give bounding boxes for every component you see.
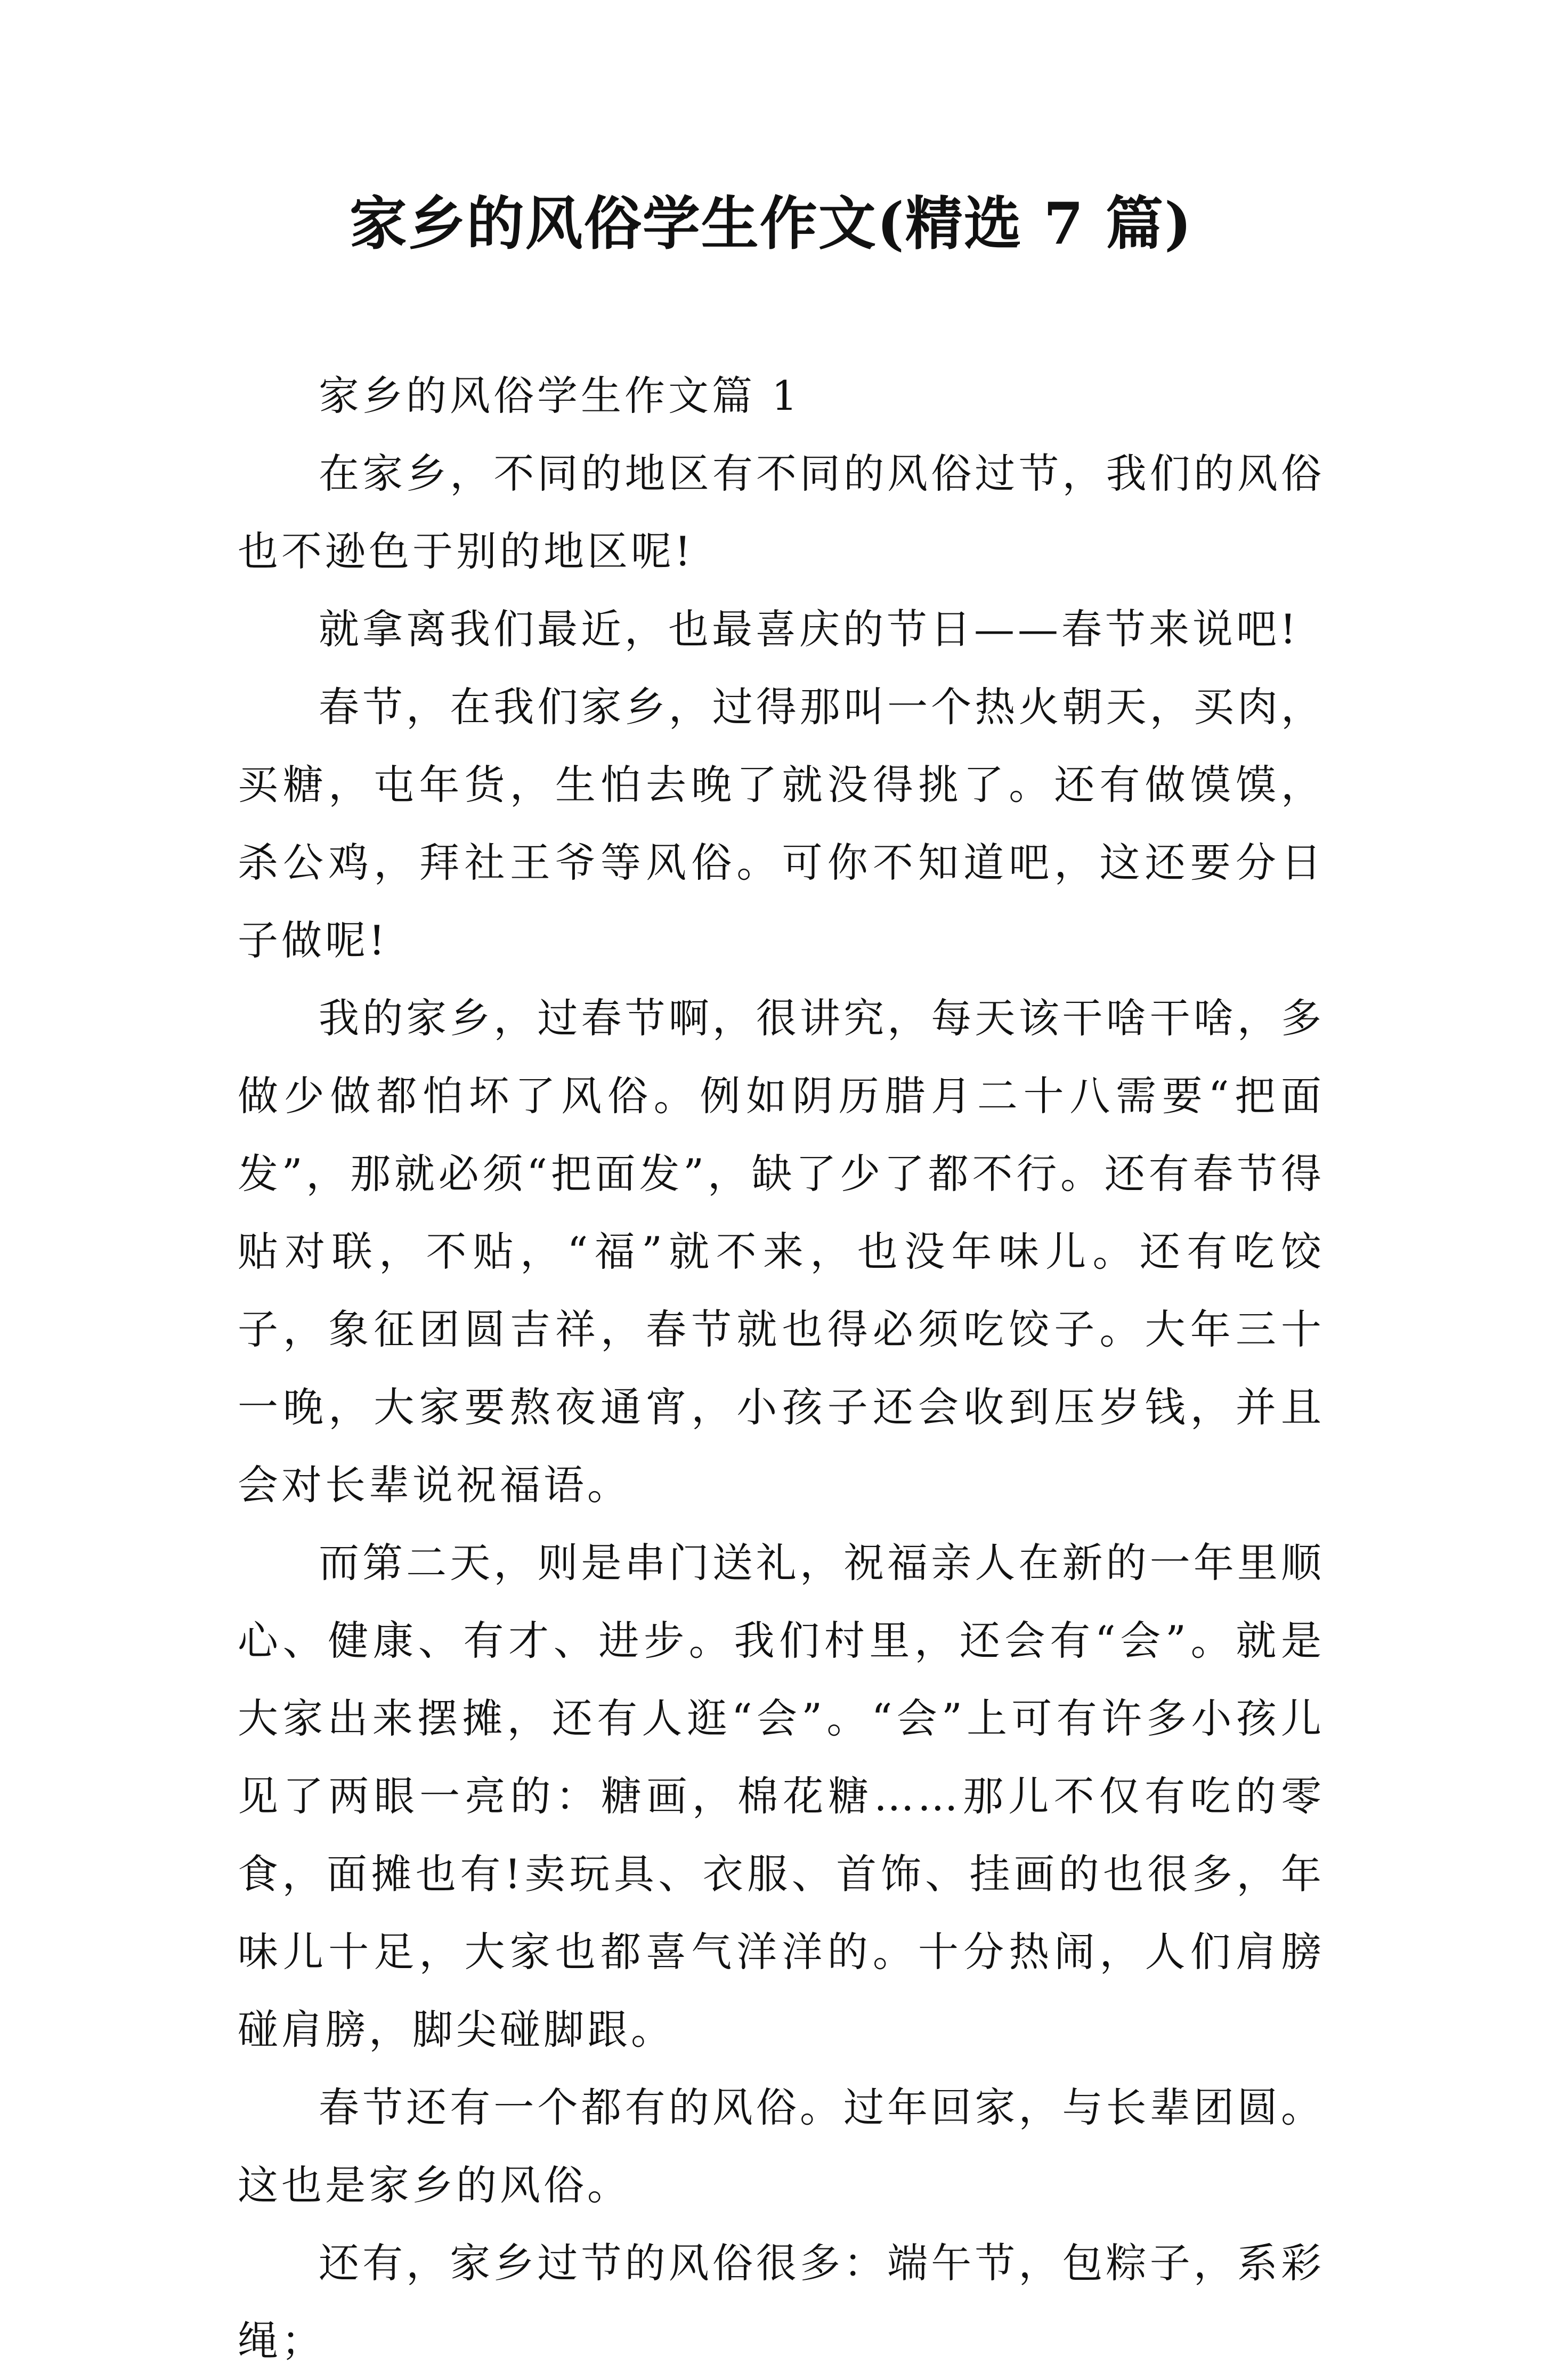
paragraph-5: 而第二天，则是串门送礼，祝福亲人在新的一年里顺心、健康、有才、进步。我们村里，还会有“会”。就是大家出来摆摊，还有人逛“会”。“会”上可有许多小孩儿见了两眼一亮的：糖画，棉花糖……那儿不仅有吃的零食，面摊也有!卖玩具、衣服、首饰、挂画的也很多，年味儿十足，大家也都喜气洋洋的。十分热闹，人们肩膀碰肩膀，脚尖碰脚跟。 <box>238 1539 1325 2053</box>
paragraph-7: 还有，家乡过节的风俗很多：端午节，包粽子，系彩绳； <box>238 2239 1325 2365</box>
document-body <box>238 357 1325 2380</box>
section-heading: 家乡的风俗学生作文篇 1 <box>319 372 801 419</box>
paragraph-1: 在家乡，不同的地区有不同的风俗过节，我们的风俗也不逊色于别的地区呢! <box>238 450 1325 575</box>
paragraph-3: 春节，在我们家乡，过得那叫一个热火朝天，买肉，买糖，屯年货，生怕去晚了就没得挑了。还有做馍馍，杀公鸡，拜社王爷等风俗。可你不知道吧，这还要分日子做呢! <box>238 683 1325 964</box>
document-title: 家乡的风俗学生作文(精选 7 篇) <box>349 190 1193 257</box>
paragraph-4: 我的家乡，过春节啊，很讲究，每天该干啥干啥，多做少做都怕坏了风俗。例如阴历腊月二十八需要“把面发”，那就必须“把面发”，缺了少了都不行。还有春节得贴对联，不贴，“福”就不来，也没年味儿。还有吃饺子，象征团圆吉祥，春节就也得必须吃饺子。大年三十一晚，大家要熬夜通宵，小孩子还会收到压岁钱，并且会对长辈说祝福语。 <box>238 994 1325 1509</box>
paragraph-6: 春节还有一个都有的风俗。过年回家，与长辈团圆。这也是家乡的风俗。 <box>238 2084 1325 2209</box>
paragraph-2: 就拿离我们最近，也最喜庆的节日——春节来说吧! <box>319 605 1300 653</box>
